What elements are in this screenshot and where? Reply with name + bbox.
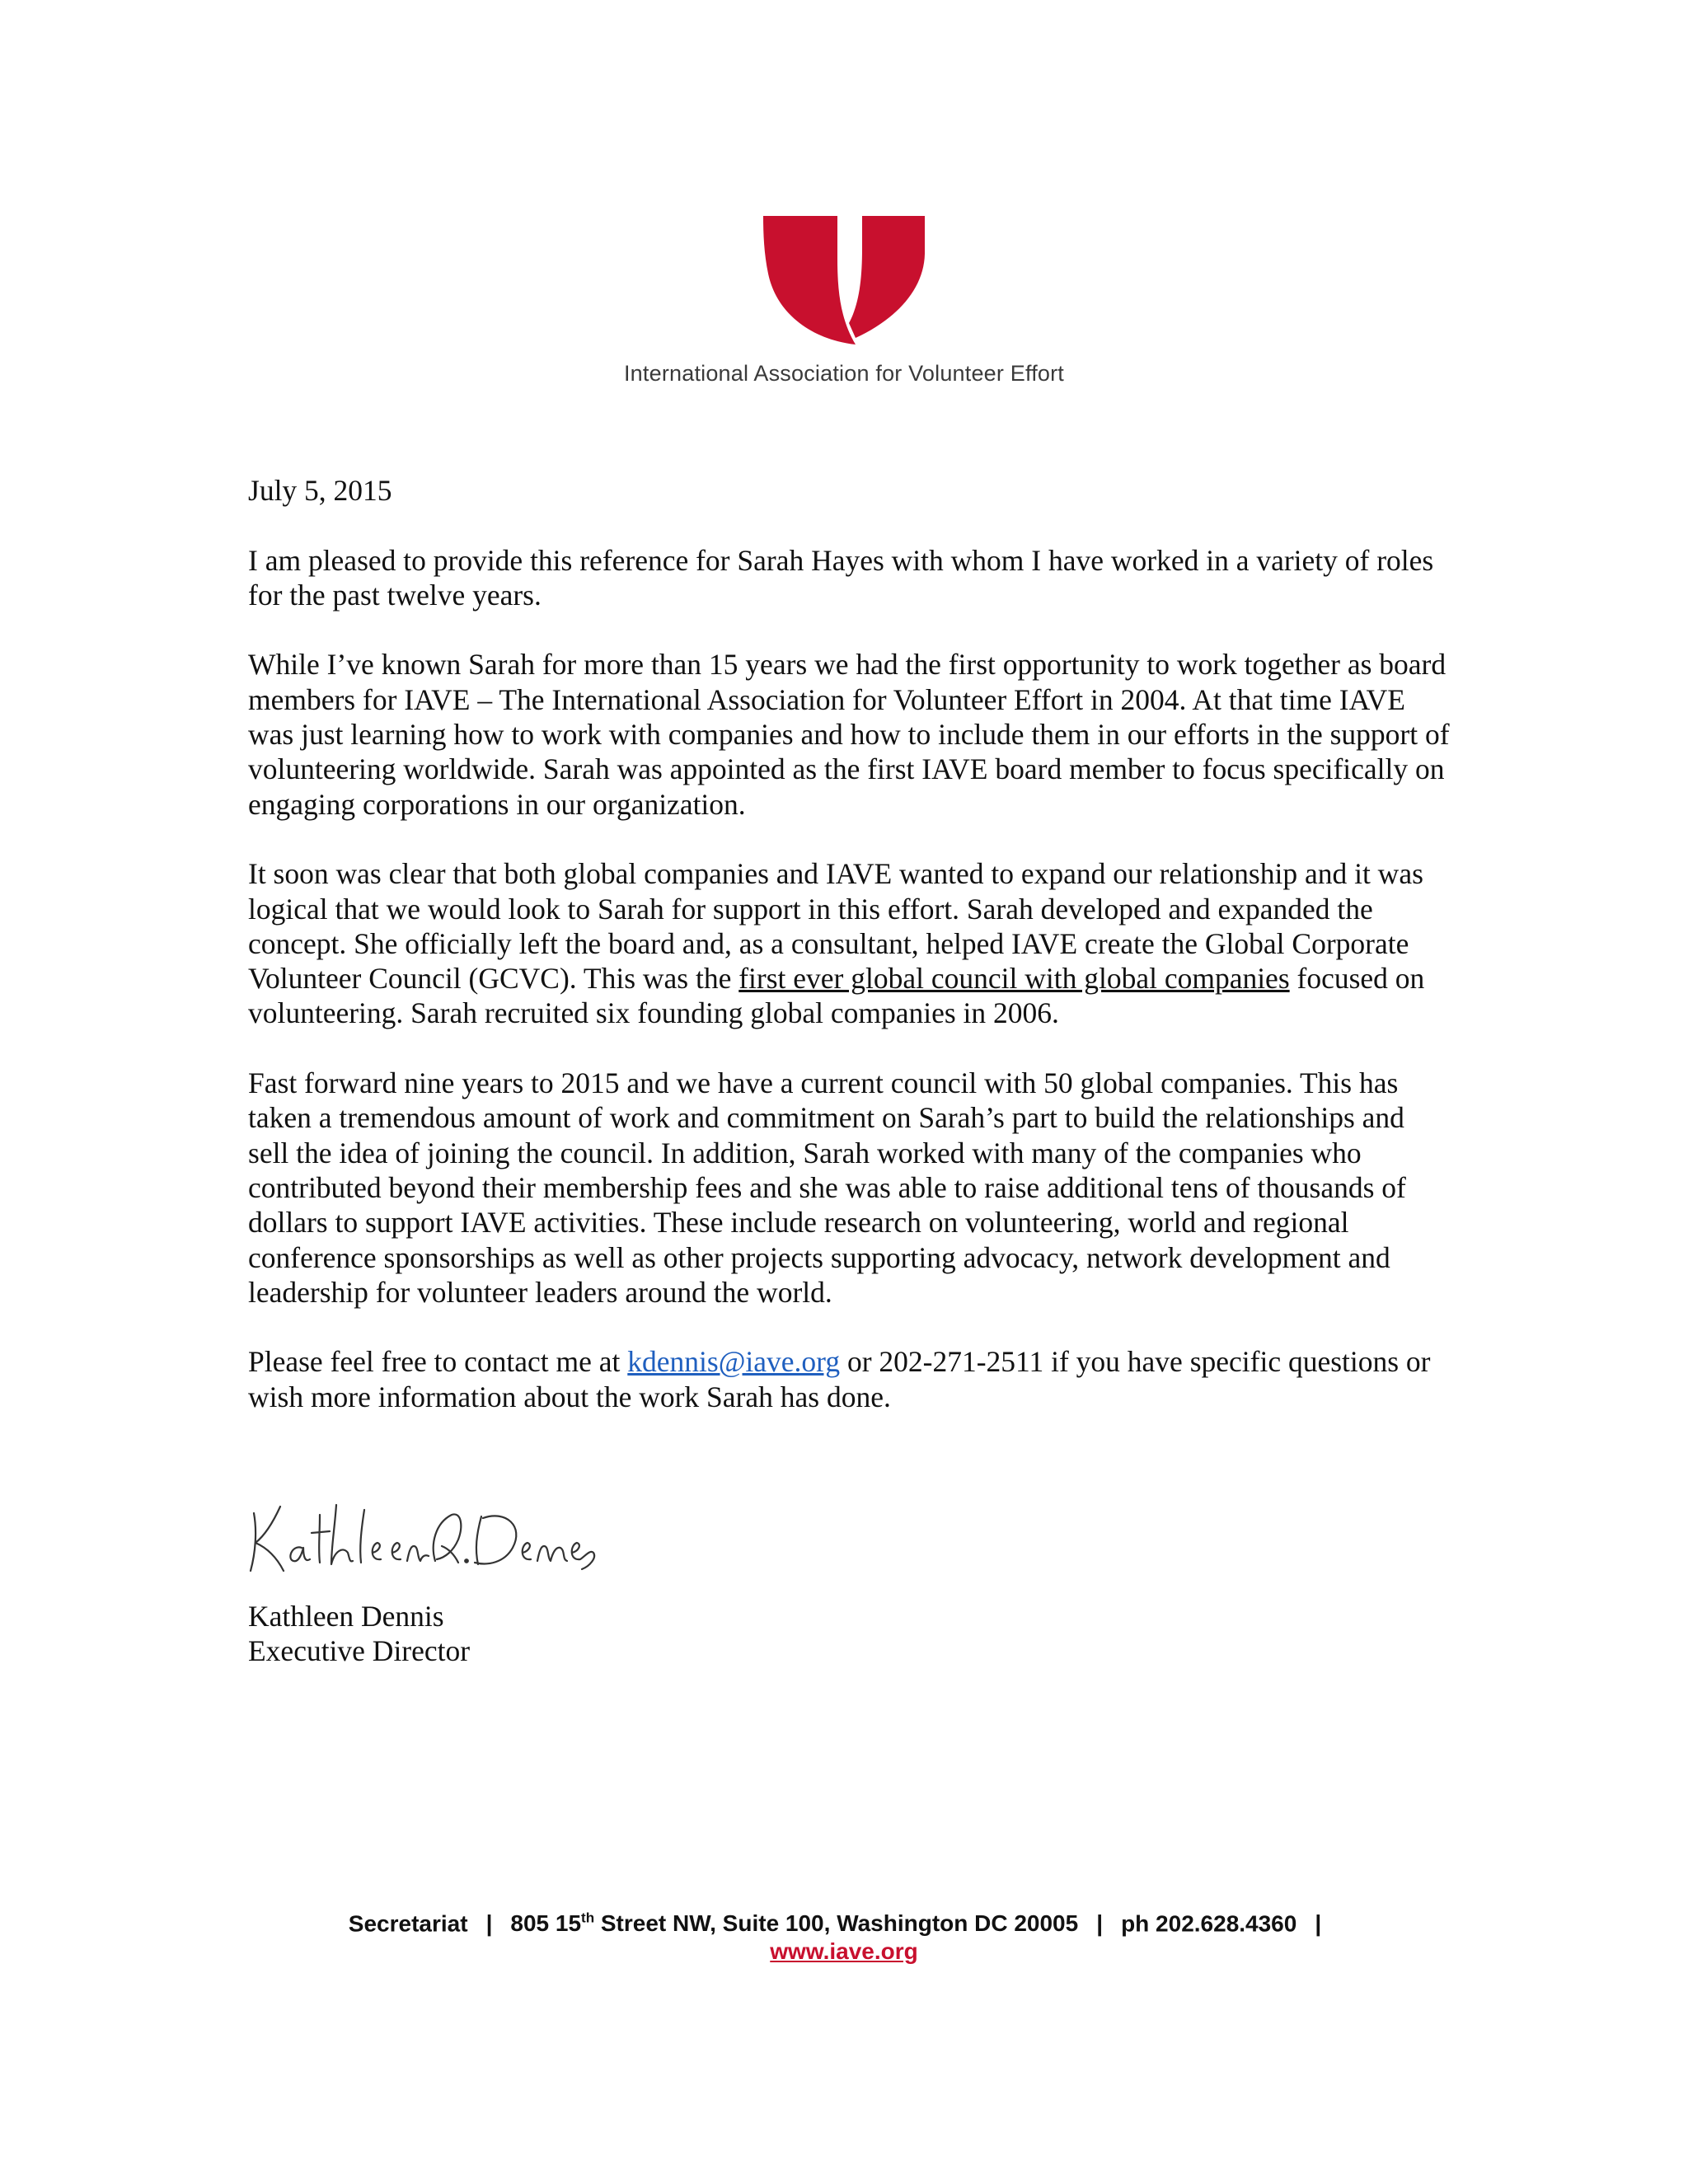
email-link[interactable]: kdennis@iave.org bbox=[627, 1345, 841, 1379]
footer-separator: | bbox=[1315, 1910, 1322, 1937]
signer-name: Kathleen Dennis bbox=[248, 1600, 444, 1633]
footer-separator: | bbox=[1096, 1910, 1104, 1937]
footer-address: 805 15th Street NW, Suite 100, Washington DC 20005 bbox=[510, 1910, 1079, 1937]
footer-separator: | bbox=[485, 1910, 493, 1937]
signature-image bbox=[244, 1498, 598, 1589]
footer bbox=[0, 1910, 1688, 1965]
iave-logo-icon bbox=[762, 216, 926, 346]
paragraph-gcvc: It soon was clear that both global companies and IAVE wanted to expand our relationship and it was logical that we would look to Sarah for support in this effort. Sarah developed and expanded the concept. She officially left the board and, as a consultant, helped IAVE create the Global Corporate Volunteer Council (GCVC). This was the first ever global council with global companies focused on volunteering. Sarah recruited six founding global companies in 2006. bbox=[248, 857, 1425, 1030]
paragraph-reference: I am pleased to provide this reference for Sarah Hayes with whom I have worked in a variety of roles for the past twelve years. bbox=[248, 543, 1434, 612]
paragraph-board-history: While I’ve known Sarah for more than 15 years we had the first opportunity to work together as board members for IAVE – The International Association for Volunteer Effort in 2004. At that time IAVE was just learning how to work with companies and how to include them in our efforts in the support of volunteering worldwide. Sarah was appointed as the first IAVE board member to focus specifically on engaging corporations in our organization. bbox=[248, 648, 1450, 821]
website-link[interactable]: www.iave.org bbox=[770, 1938, 918, 1965]
paragraph-contact: Please feel free to contact me at kdennis@iave.org or 202-271-2511 if you have specific questions or wish more information about the work Sarah has done. bbox=[248, 1345, 1431, 1413]
underlined-phrase: first ever global council with global companies bbox=[738, 962, 1290, 996]
paragraph-council-growth: Fast forward nine years to 2015 and we have a current council with 50 global companies. This has taken a tremendous amount of work and commitment on Sarah’s part to build the relationships and sell the idea of joining the council. In addition, Sarah worked with many of the companies who contributed beyond their membership fees and she was able to raise additional tens of thousands of dollars to support IAVE activities. These include research on volunteering, world and regional conference sponsorships as well as other projects supporting advocacy, network development and leadership for volunteer leaders around the world. bbox=[248, 1066, 1406, 1309]
letter-date: July 5, 2015 bbox=[248, 474, 392, 507]
letter-body bbox=[248, 473, 1451, 1449]
org-name: International Association for Volunteer Effort bbox=[623, 361, 1065, 386]
footer-phone: ph 202.628.4360 bbox=[1121, 1910, 1297, 1937]
signer-block bbox=[248, 1599, 470, 1668]
footer-office: Secretariat bbox=[348, 1910, 468, 1937]
signer-title: Executive Director bbox=[248, 1634, 471, 1667]
